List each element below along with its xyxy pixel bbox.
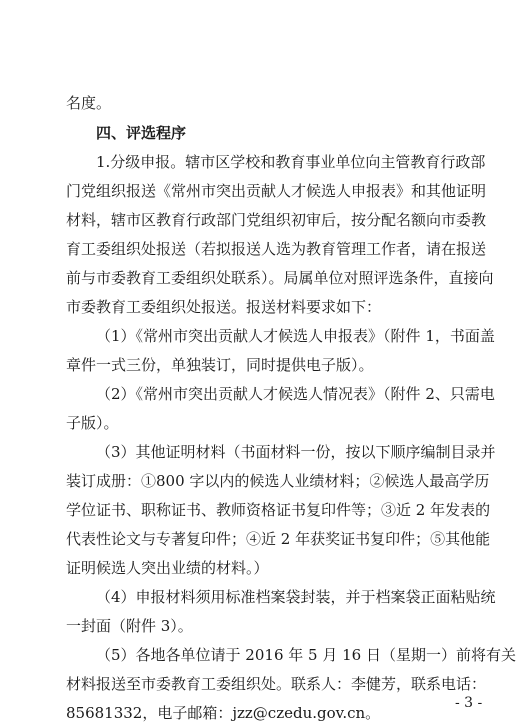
text-line: （3）其他证明材料（书面材料一份，按以下顺序编制目录并: [96, 443, 496, 461]
text-line: （5）各地各单位请于 2016 年 5 月 16 日（星期一）前将有关: [96, 646, 516, 664]
text-line: 子版）。: [66, 414, 119, 432]
text-line: 代表性论文与专著复印件；④近 2 年获奖证书复印件；⑤其他能: [66, 530, 491, 548]
text-line: 材料，辖市区教育行政部门党组织初审后，按分配名额向市委教: [66, 211, 487, 229]
text-line: 装订成册：①800 字以内的候选人业绩材料；②候选人最高学历: [66, 472, 490, 490]
page-number: - 3 -: [455, 695, 483, 711]
text-line: 85681332，电子邮箱：jzz@czedu.gov.cn。: [66, 704, 381, 722]
text-line: 一封面（附件 3）。: [66, 617, 193, 635]
text-line: 门党组织报送《常州市突出贡献人才候选人申报表》和其他证明: [66, 182, 487, 200]
text-line: （4）申报材料须用标准档案袋封装，并于档案袋正面粘贴统: [96, 588, 496, 606]
text-line: （1）《常州市突出贡献人才候选人申报表》（附件 1，书面盖: [96, 327, 495, 345]
text-line: 名度。: [66, 94, 112, 112]
text-line: （2）《常州市突出贡献人才候选人情况表》（附件 2、只需电: [96, 385, 495, 403]
text-line: 市委教育工委组织处报送。报送材料要求如下：: [66, 298, 382, 316]
text-line: 学位证书、职称证书、教师资格证书复印件等；③近 2 年发表的: [66, 501, 491, 519]
text-line: 1.分级申报。辖市区学校和教育事业单位向主管教育行政部: [96, 153, 486, 171]
text-line: 章件一式三份，单独装订，同时提供电子版）。: [66, 356, 374, 374]
text-line: 证明候选人突出业绩的材料。）: [66, 559, 269, 577]
text-line: 前与市委教育工委组织处联系）。局属单位对照评选条件，直接向: [66, 269, 494, 287]
section-heading: 四、评选程序: [96, 124, 187, 142]
text-line: 育工委组织处报送（若拟报送人选为教育管理工作者，请在报送: [66, 240, 487, 258]
text-line: 材料报送至市委教育工委组织处。联系人：李健芳，联系电话：: [66, 675, 487, 693]
